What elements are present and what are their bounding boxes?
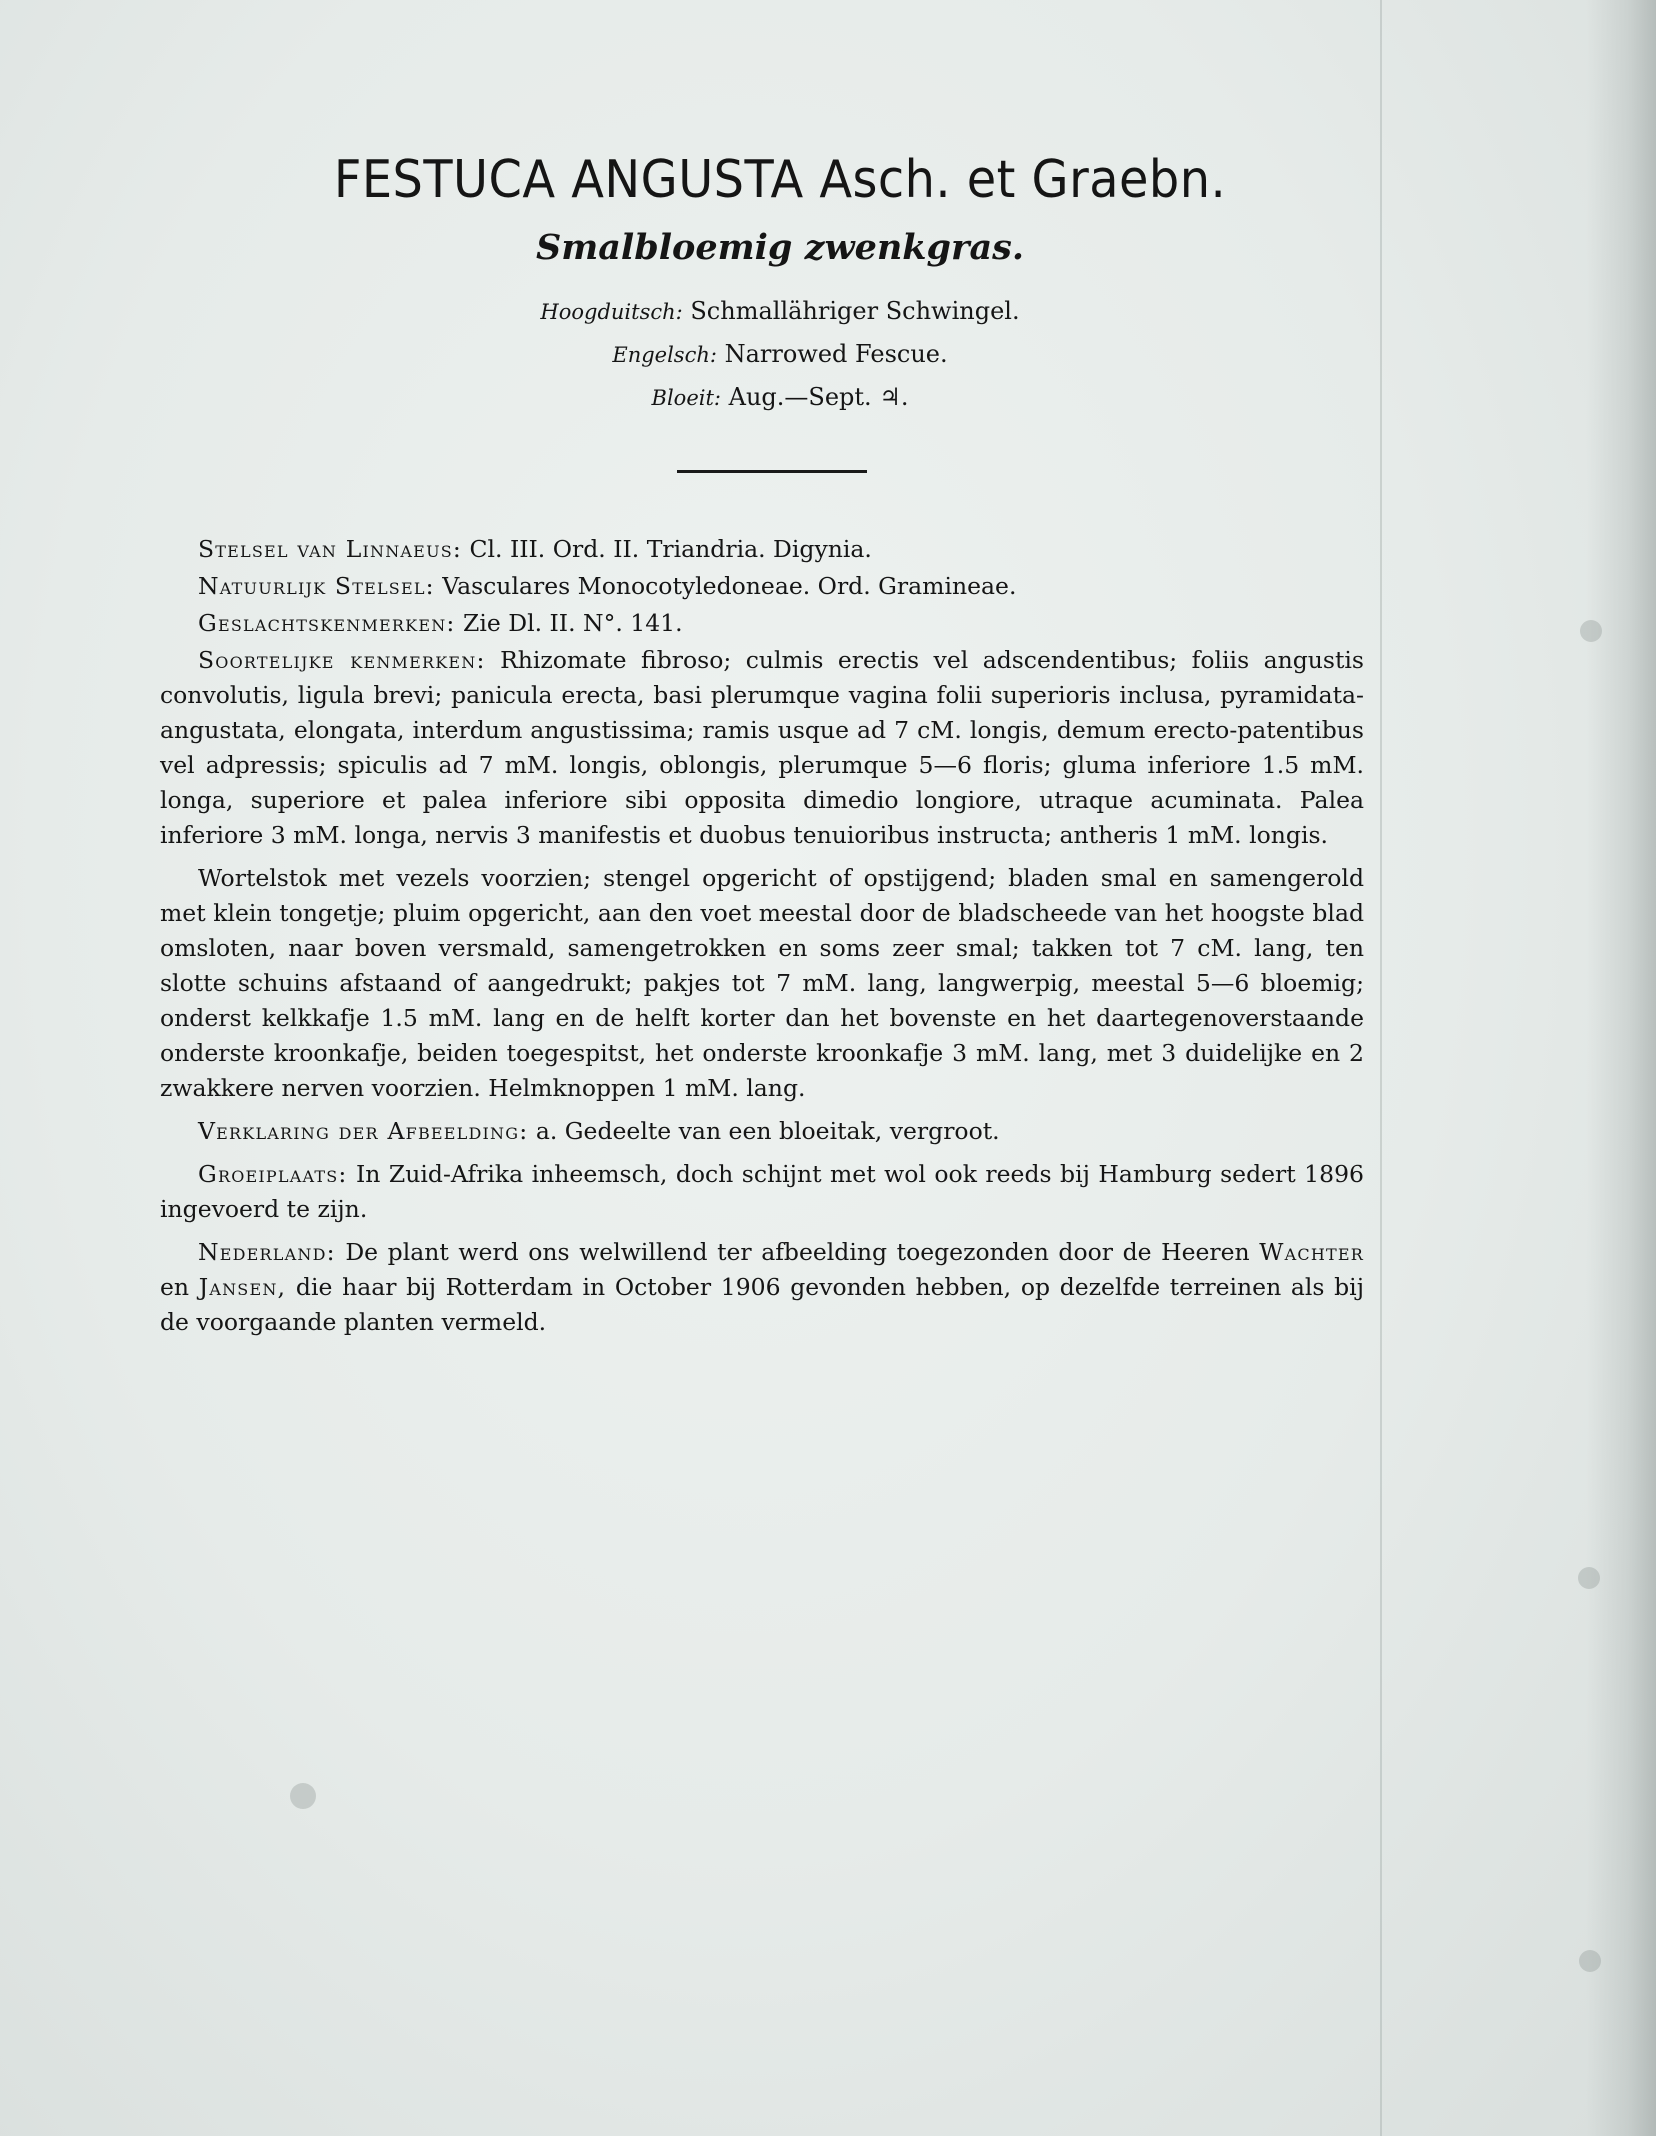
section-species-characters (160, 643, 1364, 853)
section-text: Rhizomate fibroso; culmis erectis vel adscendentibus; foliis angustis convolutis, ligula brevi; panicula erecta, basi plerumque vagina folii superioris inclusa, pyramidata-angustata, elongata, interdum angustissima; ramis usque ad 7 cM. longis, demum erecto-patentibus vel adpressis; spiculis ad 7 mM. longis, oblongis, plerumque 5—6 floris; gluma inferiore 1.5 mM. longa, superiore et palea inferiore sibi opposita dimedio longiore, utraque acuminata. Palea inferiore 3 mM. longa, nervis 3 manifestis et duobus tenuioribus instructa; antheris 1 mM. longis. (160, 646, 1364, 849)
flowering-line (0, 383, 1560, 411)
section-linnaeus (160, 532, 1364, 567)
section-text: Vasculares Monocotyledoneae. Ord. Gramineae. (442, 572, 1017, 600)
german-name-line (0, 297, 1560, 325)
paper-spot (290, 1783, 316, 1809)
english-name-line (0, 340, 1560, 368)
paper-spot (1579, 1950, 1601, 1972)
common-name: Smalbloemig zwenkgras. (535, 227, 1025, 268)
section-genus-characters (160, 606, 1364, 641)
section-text: In Zuid-Afrika inheemsch, doch schijnt met wol ook reeds bij Hamburg sedert 1896 ingevoerd te zijn. (160, 1160, 1364, 1223)
species-title: FESTUCA ANGUSTA Asch. et Graebn. (333, 150, 1227, 210)
section-text-before: De plant werd ons welwillend ter afbeelding toegezonden door de Heeren (345, 1238, 1250, 1266)
section-natural-system (160, 569, 1364, 604)
description-body (160, 532, 1364, 1348)
paper-spot (1578, 1567, 1600, 1589)
english-name-label: Engelsch: (612, 343, 717, 367)
binding-edge-shadow (1586, 0, 1656, 2136)
section-label: Geslachtskenmerken: (198, 609, 456, 637)
collector-name: Wachter (1259, 1238, 1364, 1266)
section-label: Verklaring der Afbeelding: (198, 1117, 529, 1145)
flowering-value: Aug.—Sept. ♃. (728, 383, 909, 411)
section-label: Soortelijke kenmerken: (198, 646, 486, 674)
section-text: Wortelstok met vezels voorzien; stengel opgericht of opstijgend; bladen smal en samengerold met klein tongetje; pluim opgericht, aan den voet meestal door de bladscheede van het hoogste blad omsloten, naar boven versmald, samengetrokken en soms zeer smal; takken tot 7 cM. lang, ten slotte schuins afstaand of aangedrukt; pakjes tot 7 mM. lang, langwerpig, meestal 5—6 bloemig; onderst kelkkafje 1.5 mM. lang en de helft korter dan het bovenste en het daartegenoverstaande onderste kroonkafje, beiden toegespitst, het onderste kroonkafje 3 mM. lang, met 3 duidelijke en 2 zwakkere nerven voorzien. Helmknoppen 1 mM. lang. (160, 864, 1364, 1102)
section-label: Groeiplaats: (198, 1160, 348, 1188)
conjunction: en (160, 1273, 190, 1301)
section-text: Cl. III. Ord. II. Triandria. Digynia. (469, 535, 872, 563)
flowering-label: Bloeit: (651, 386, 721, 410)
paper-spot (1580, 620, 1602, 642)
section-figure-explanation (160, 1114, 1364, 1149)
section-text: a. Gedeelte van een bloeitak, vergroot. (535, 1117, 1000, 1145)
divider-rule (677, 470, 867, 473)
section-dutch-description (160, 861, 1364, 1106)
section-text: Zie Dl. II. N°. 141. (463, 609, 683, 637)
german-name-value: Schmallähriger Schwingel. (690, 297, 1020, 325)
section-netherlands (160, 1235, 1364, 1340)
section-label: Natuurlijk Stelsel: (198, 572, 435, 600)
section-label: Nederland: (198, 1238, 336, 1266)
german-name-label: Hoogduitsch: (540, 300, 683, 324)
english-name-value: Narrowed Fescue. (724, 340, 948, 368)
section-habitat (160, 1157, 1364, 1227)
collector-name: Jansen, (198, 1273, 287, 1301)
section-text-after: die haar bij Rotterdam in October 1906 gevonden hebben, op dezelfde terreinen als bij de voorgaande planten vermeld. (160, 1273, 1364, 1336)
section-label: Stelsel van Linnaeus: (198, 535, 463, 563)
